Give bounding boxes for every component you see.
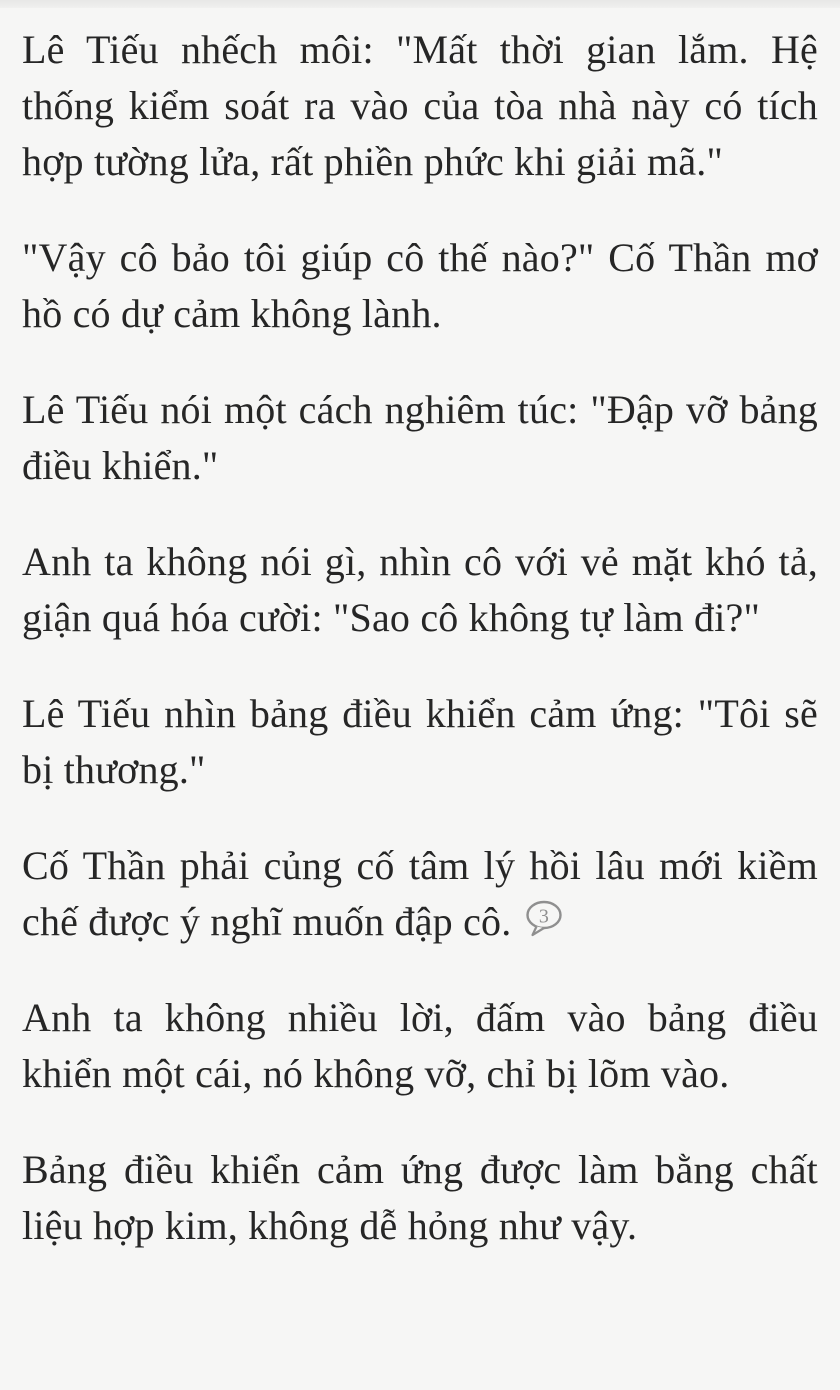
reader-page [0, 8, 840, 1254]
top-divider [0, 0, 840, 8]
speech-bubble-icon [528, 902, 561, 935]
comment-count: 3 [539, 905, 550, 928]
paragraph: Anh ta không nói gì, nhìn cô với vẻ mặt khó tả, giận quá hóa cười: "Sao cô không tự làm đi?" [22, 539, 818, 640]
paragraph: Lê Tiếu nhìn bảng điều khiển cảm ứng: "Tôi sẽ bị thương." [22, 691, 818, 792]
paragraph: Bảng điều khiển cảm ứng được làm bằng chất liệu hợp kim, không dễ hỏng như vậy. [22, 1147, 818, 1248]
paragraph [22, 838, 818, 950]
comment-count-badge[interactable] [523, 899, 565, 939]
paragraph: Lê Tiếu nói một cách nghiêm túc: "Đập vỡ bảng điều khiển." [22, 387, 818, 488]
paragraph-text: Cố Thần phải củng cố tâm lý hồi lâu mới kiềm chế được ý nghĩ muốn đập cô. [22, 843, 818, 944]
paragraph: Anh ta không nhiều lời, đấm vào bảng điều khiển một cái, nó không vỡ, chỉ bị lõm vào. [22, 995, 818, 1096]
paragraph: "Vậy cô bảo tôi giúp cô thế nào?" Cố Thần mơ hồ có dự cảm không lành. [22, 235, 818, 336]
paragraph: Lê Tiếu nhếch môi: "Mất thời gian lắm. Hệ thống kiểm soát ra vào của tòa nhà này có tích hợp tường lửa, rất phiền phức khi giải mã." [22, 27, 818, 184]
